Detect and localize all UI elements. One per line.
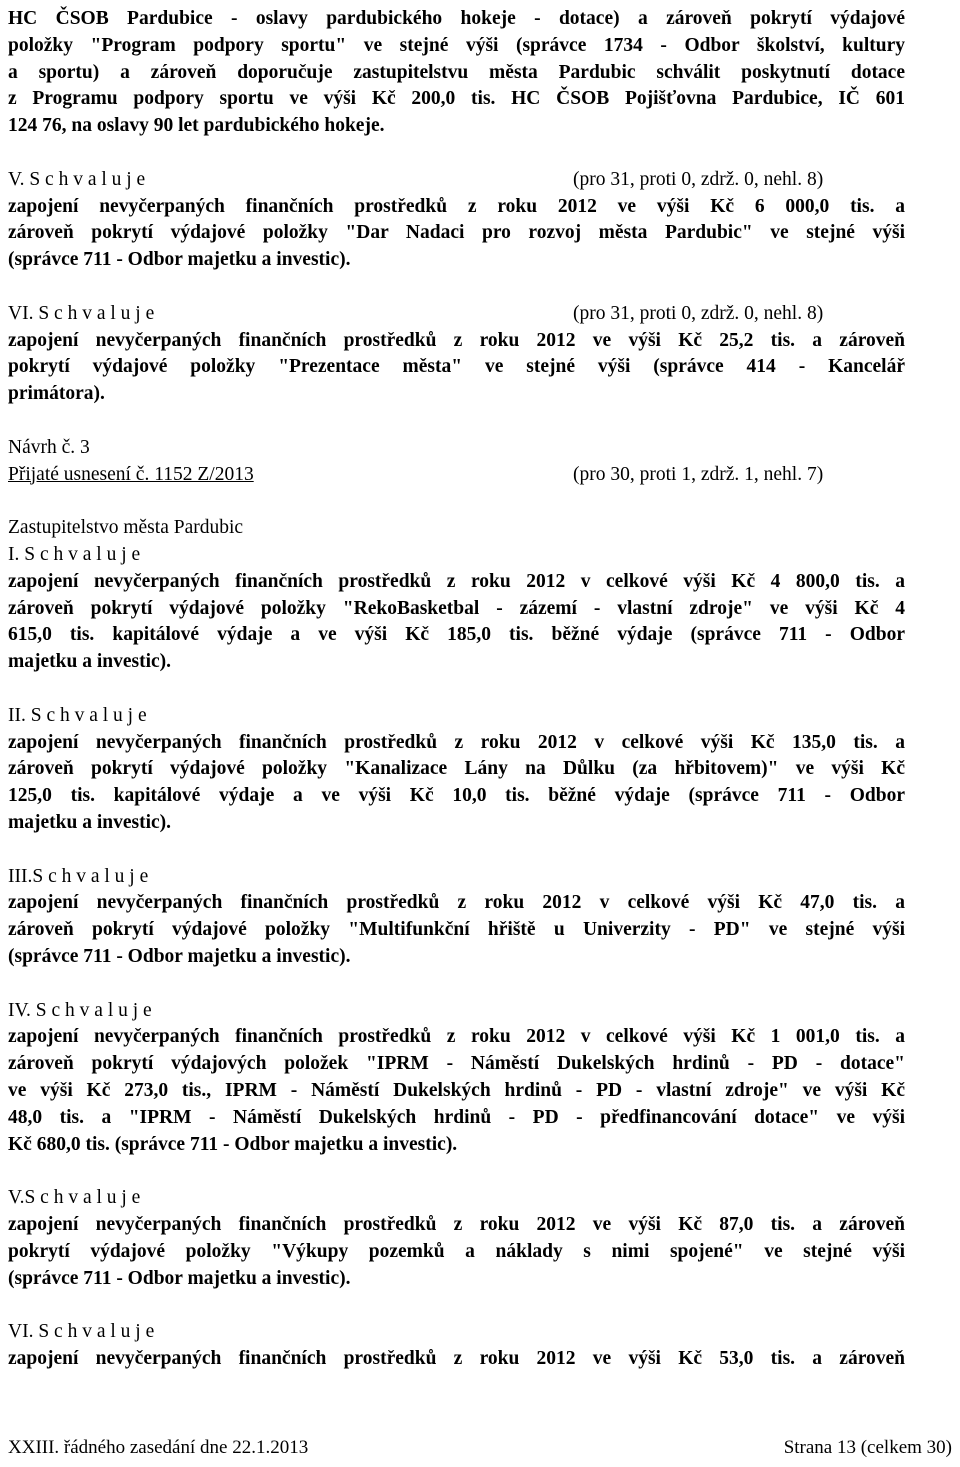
line-text: Návrh č. 3 xyxy=(8,436,90,458)
text-line xyxy=(8,113,905,139)
text-line xyxy=(8,917,905,943)
line-text: (správce 711 - Odbor majetku a investic). xyxy=(8,249,351,271)
blank-line xyxy=(8,676,905,702)
line-text: zapojení nevyčerpaných finančních prostředků z roku 2012 ve výši Kč 87,0 tis. a zároveň xyxy=(8,1214,905,1235)
text-line xyxy=(8,328,905,354)
line-text: 124 76, na oslavy 90 let pardubického hokeje. xyxy=(8,115,385,137)
line-text: zapojení nevyčerpaných finančních prostředků z roku 2012 v celkové výši Kč 47,0 tis. a xyxy=(8,892,905,914)
line-text: majetku a investic). xyxy=(8,812,172,833)
line-text: zapojení nevyčerpaných finančních prostředků z roku 2012 ve výši Kč 53,0 tis. a zároveň xyxy=(8,1348,905,1369)
line-text: (správce 711 - Odbor majetku a investic). xyxy=(8,946,351,967)
line-text: III.S c h v a l u j e xyxy=(8,865,149,887)
line-text: IV. S c h v a l u j e xyxy=(8,999,152,1021)
line-text: 125,0 tis. kapitálové výdaje a ve výši Kč 10,0 tis. běžné výdaje (správce 711 - Odbor xyxy=(8,785,905,807)
blank-line xyxy=(8,274,905,300)
text-line xyxy=(8,462,905,488)
text-line xyxy=(8,1266,905,1292)
blank-line xyxy=(8,837,905,863)
line-text: V.S c h v a l u j e xyxy=(8,1187,141,1209)
text-line xyxy=(8,1319,905,1345)
text-line xyxy=(8,1239,905,1265)
text-line xyxy=(8,810,905,836)
line-text: (správce 711 - Odbor majetku a investic). xyxy=(8,1267,351,1289)
text-line xyxy=(8,167,905,193)
line-text: zapojení nevyčerpaných finančních prostředků z roku 2012 v celkové výši Kč 1 001,0 tis. a xyxy=(8,1026,905,1048)
footer-page-number: Strana 13 (celkem 30) xyxy=(783,1437,952,1458)
text-line xyxy=(8,247,905,273)
text-line xyxy=(8,515,905,541)
line-text: 48,0 tis. a "IPRM - Náměstí Dukelských hrdinů - PD - předfinancování dotace" ve výši xyxy=(8,1106,905,1128)
text-line xyxy=(8,756,905,782)
text-line xyxy=(8,301,905,327)
text-line xyxy=(8,33,905,59)
line-text: ve výši Kč 273,0 tis., IPRM - Náměstí Dukelských hrdinů - PD - vlastní zdroje" ve výši Kč xyxy=(8,1080,905,1101)
text-line xyxy=(8,1051,905,1077)
text-line xyxy=(8,1185,905,1211)
line-text: VI. S c h v a l u j e xyxy=(8,1321,155,1343)
line-text: primátora). xyxy=(8,383,105,405)
line-text: zároveň pokrytí výdajových položek "IPRM - Náměstí Dukelských hrdinů - PD - dotace" xyxy=(8,1053,905,1075)
blank-line xyxy=(8,1158,905,1184)
line-text: zapojení nevyčerpaných finančních prostředků z roku 2012 v celkové výši Kč 135,0 tis. a xyxy=(8,731,905,753)
line-text: pokrytí výdajové položky "Prezentace města" ve stejné výši (správce 414 - Kancelář xyxy=(8,356,905,378)
text-line xyxy=(8,649,905,675)
line-text: položky "Program podpory sportu" ve stejné výši (správce 1734 - Odbor školství, kultury xyxy=(8,34,905,56)
text-line xyxy=(8,703,905,729)
text-line xyxy=(8,381,905,407)
line-text: zapojení nevyčerpaných finančních prostředků z roku 2012 v celkové výši Kč 4 800,0 tis. a xyxy=(8,570,905,592)
text-line xyxy=(8,1105,905,1131)
line-text: I. S c h v a l u j e xyxy=(8,544,141,565)
text-line xyxy=(8,1078,905,1104)
line-text: Kč 680,0 tis. (správce 711 - Odbor majetku a investic). xyxy=(8,1133,458,1155)
blank-line xyxy=(8,488,905,514)
text-line xyxy=(8,783,905,809)
line-text: zároveň pokrytí výdajové položky "Dar Nadaci pro rozvoj města Pardubic" ve stejné výši xyxy=(8,222,905,244)
text-line xyxy=(8,730,905,756)
text-line xyxy=(8,220,905,246)
line-text: zároveň pokrytí výdajové položky "Multifunkční hřiště u Univerzity - PD" ve stejné výši xyxy=(8,919,905,941)
line-text: II. S c h v a l u j e xyxy=(8,704,147,726)
vote-result: (pro 31, proti 0, zdrž. 0, nehl. 8) xyxy=(573,302,824,324)
line-text: zároveň pokrytí výdajové položky "Kanalizace Lány na Důlku (za hřbitovem)" ve výši Kč xyxy=(8,758,905,780)
line-text: Zastupitelstvo města Pardubic xyxy=(8,517,244,539)
text-line xyxy=(8,569,905,595)
text-line xyxy=(8,86,905,112)
text-line xyxy=(8,890,905,916)
text-line xyxy=(8,6,905,32)
line-text: zapojení nevyčerpaných finančních prostředků z roku 2012 ve výši Kč 6 000,0 tis. a xyxy=(8,195,905,217)
text-line xyxy=(8,864,905,890)
vote-result: (pro 31, proti 0, zdrž. 0, nehl. 8) xyxy=(573,168,824,190)
section-heading: V. S c h v a l u j e xyxy=(8,168,146,190)
text-line xyxy=(8,1132,905,1158)
section-heading: Přijaté usnesení č. 1152 Z/2013 xyxy=(8,463,254,485)
line-text: z Programu podpory sportu ve výši Kč 200,0 tis. HC ČSOB Pojišťovna Pardubice, IČ 601 xyxy=(8,88,905,110)
text-line xyxy=(8,998,905,1024)
text-line xyxy=(8,622,905,648)
blank-line xyxy=(8,140,905,166)
text-line xyxy=(8,596,905,622)
text-line xyxy=(8,435,905,461)
line-text: a sportu) a zároveň doporučuje zastupitelstvu města Pardubic schválit poskytnutí dotace xyxy=(8,61,905,83)
blank-line xyxy=(8,971,905,997)
text-line xyxy=(8,944,905,970)
line-text: pokrytí výdajové položky "Výkupy pozemků a náklady s nimi spojené" ve stejné výši xyxy=(8,1240,905,1262)
text-line xyxy=(8,194,905,220)
section-heading: VI. S c h v a l u j e xyxy=(8,302,155,324)
vote-result: (pro 30, proti 1, zdrž. 1, nehl. 7) xyxy=(573,463,824,485)
line-text: HC ČSOB Pardubice - oslavy pardubického hokeje - dotace) a zároveň pokrytí výdajové xyxy=(8,8,905,29)
line-text: majetku a investic). xyxy=(8,651,172,673)
text-line xyxy=(8,1346,905,1372)
text-line xyxy=(8,542,905,568)
footer-session: XXIII. řádného zasedání dne 22.1.2013 xyxy=(8,1437,309,1458)
line-text: 615,0 tis. kapitálové výdaje a ve výši Kč 185,0 tis. běžné výdaje (správce 711 - Odbor xyxy=(8,624,905,646)
blank-line xyxy=(8,1292,905,1318)
text-line xyxy=(8,1024,905,1050)
blank-line xyxy=(8,408,905,434)
line-text: zároveň pokrytí výdajové položky "RekoBasketbal - zázemí - vlastní zdroje" ve výši Kč 4 xyxy=(8,597,905,619)
text-line xyxy=(8,354,905,380)
text-line xyxy=(8,1212,905,1238)
line-text: zapojení nevyčerpaných finančních prostředků z roku 2012 ve výši Kč 25,2 tis. a zároveň xyxy=(8,329,905,351)
text-line xyxy=(8,60,905,86)
